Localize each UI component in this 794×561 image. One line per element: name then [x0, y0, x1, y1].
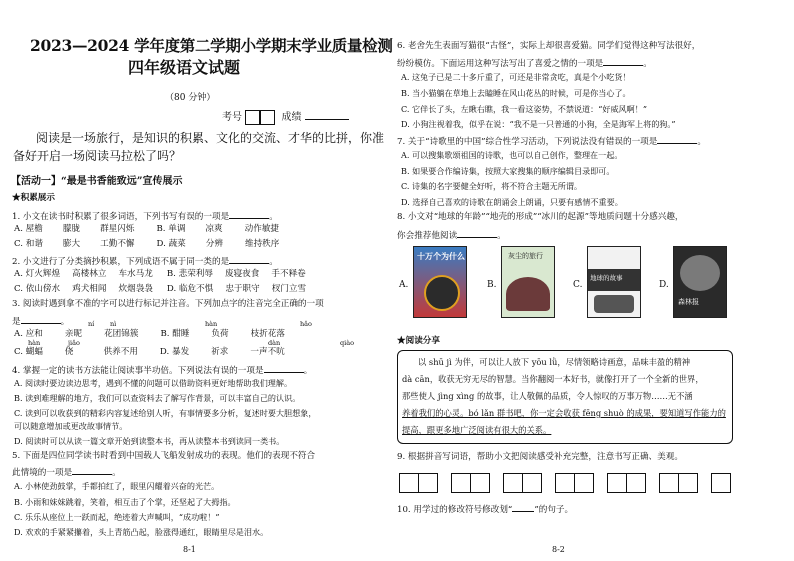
exam-no-label: 考号 [222, 112, 242, 123]
option-a: A. 这兔子已是二十多斤重了，可还是非常贪吃，真是个小吃货！ [401, 72, 631, 82]
option-b: B. 如果要合作编诗集，按照大家搜集的顺序编辑目录即可。 [401, 166, 615, 176]
exam-no-box[interactable] [260, 110, 275, 125]
exam-no-box[interactable] [245, 110, 260, 125]
question-4: 4. 掌握一定的读书方法能让阅读事半功倍。下列说法有误的一项是 。 [12, 363, 312, 377]
left-page [0, 0, 393, 561]
option-c: C. 读到可以收获到的精彩内容复述给别人听，有事情要多分析，复述时要大胆想象， [14, 408, 317, 418]
option-a: A. 可以搜集歌颂祖国的诗歌，也可以自己创作，整理在一起。 [401, 150, 623, 160]
passage-line: 养着我们的心灵。bó lǎn 群书吧，你一定会收获 fēng shuò 的成果，要知道写作能力的 [402, 408, 726, 418]
pinyin: nì [110, 320, 117, 328]
page-number: 8-2 [552, 545, 565, 554]
pinyin: hǎo [300, 320, 312, 328]
exam-no-field [222, 110, 349, 125]
question-2: 2. 小文进行了分类摘抄积累，下列成语不属于同一类的是 。 [12, 254, 278, 268]
exam-duration: （80 分钟） [165, 93, 216, 103]
option-b: B. 小雨和妹妹跳着，笑着，相互击了个掌，还坚起了大拇指。 [14, 497, 236, 507]
intro-line: 备好开启一场阅读马拉松了吗？ [13, 149, 182, 163]
question-6: 6. 老舍先生表面写猫很“古怪”，实际上却很喜爱猫。同学们觉得这种写法很好， [397, 41, 701, 51]
activity-heading: 【活动一】“最是书香能致远”宣传展示 [11, 176, 183, 187]
pinyin: hàn [28, 339, 41, 347]
question-10: 10. 用学过的修改符号修改划“ ”的句子。 [397, 502, 573, 516]
option-c-cont: 可以随意增加或更改故事情节。 [14, 421, 128, 431]
question-7: 7. 关于“诗歌里的中国”综合性学习活动，下列说法没有错误的一项是 。 [397, 134, 706, 148]
option-row: A. 屋檐 朦胧 群星闪烁 B. 单调 凉爽 动作敏捷 [14, 224, 280, 234]
option-row: C. 蝴蝠 侥 供养不用 D. 暴发 祈求 一声不吭 [14, 347, 285, 357]
exam-title: 2023—2024 学年度第二学期小学期末学业质量检测 [30, 36, 393, 55]
score-blank[interactable] [305, 110, 349, 120]
option-label: D. [659, 280, 669, 290]
option-b: B. 读到难理解的地方，我们可以查资料去了解写作背景，可以丰富自己的认识。 [14, 393, 301, 403]
pinyin: dàn [268, 339, 281, 347]
option-c: C. 诗集的名字要健全好听，将不符合主题无所谓。 [401, 181, 583, 191]
passage-line: 提高，跟更多地广泛阅读有很大的关系。 [402, 425, 552, 435]
option-d: D. 选择自己喜欢的诗歌在朗诵会上朗诵，只要有感情不重要。 [401, 197, 623, 207]
question-8-cont: 你会推荐他阅读 。 [397, 228, 506, 242]
page-number: 8-1 [183, 545, 196, 554]
passage-line: dà cān，收获无穷无尽的智慧。当你翻阅一本好书，就像打开了一个全新的世界， [402, 374, 704, 384]
section-label: ★积累展示 [12, 193, 55, 203]
section-label: ★阅读分享 [397, 336, 440, 346]
option-d: D. 阅读时可以从读一篇文章开始到读整本书，再从读整本书到读同一类书。 [14, 436, 285, 446]
option-row: C. 依山傍水 鸡犬相闻 炊烟袅袅 D. 临危不惧 忠于职守 杈门立雪 [14, 284, 307, 294]
question-3-cont: 是 。 [12, 314, 69, 328]
reading-share-passage [397, 350, 733, 444]
option-a: A. 阅读时要边读边思考，遇到不懂的问题可以借助资料更好地帮助我们理解。 [14, 378, 293, 388]
pinyin: jiǎo [68, 339, 80, 347]
question-8: 8. 小文对“地球的年龄”“地壳的形成”“冰川的起源”等地质问题十分感兴趣， [397, 212, 684, 222]
option-row: A. 灯火辉煌 高楼林立 车水马龙 B. 悲荣利辱 废寝夜食 手不释卷 [14, 269, 306, 279]
score-label: 成绩 [281, 112, 302, 123]
question-1: 1. 小文在读书时积累了很多词语，下列书写有误的一项是 。 [12, 209, 278, 223]
book-cover-option-c[interactable]: 地球的故事 [587, 246, 641, 318]
pinyin: qiào [340, 339, 355, 347]
question-9: 9. 根据拼音写词语，帮助小文把阅读感受补充完整，注意书写正确、美观。 [397, 452, 683, 462]
book-cover-option-d[interactable]: 森林报 [673, 246, 727, 318]
pinyin: hàn [205, 320, 218, 328]
option-c: C. 它伴长了头，左瞅右瞧，我一看这姿势，不禁说道：“好威风啊！” [401, 104, 647, 114]
right-page [395, 0, 794, 561]
option-label: C. [573, 280, 583, 290]
pinyin: ní [88, 320, 95, 328]
option-d: D. 小狗注视着我，似乎在说：“我不是一只普通的小狗，全是海军上将的狗。” [401, 119, 676, 129]
option-b: B. 当小猫躺在草地上去瞌睡在风山花丛的时候，可是你当心了。 [401, 88, 631, 98]
option-label: A. [399, 280, 409, 290]
option-a: A. 小林使劲鼓掌，手都拍红了，眼里闪耀着兴奋的光芒。 [14, 481, 220, 491]
question-5-cont: 此情境的一项是 。 [12, 465, 121, 479]
option-label: B. [487, 280, 497, 290]
question-3: 3. 阅读时遇到拿不准的字可以进行标记并注音。下列加点字的注音完全正确的一项 [12, 299, 324, 309]
option-c: C. 乐乐从座位上一跃而起，绝迹着大声喊叫，“成功啦！” [14, 512, 220, 522]
question-6-cont: 纷纷模仿。下面运用这种写法写出了喜爱之情的一项是 。 [397, 56, 652, 70]
intro-line: 阅读是一场旅行，是知识的积累、文化的交流、才华的比拼，你准 [36, 131, 385, 145]
option-d: D. 欢欢的手紧紧攥着，头上青筋凸起，脸涨得通红，眼睛里尽是泪水。 [14, 527, 269, 537]
book-cover-option-b[interactable]: 灰尘的旅行 [501, 246, 555, 318]
question-5: 5. 下面是四位同学读书时看到中国载人飞船发射成功的表现。他们的表现不符合 [12, 451, 316, 461]
option-row: A. 应和 亲昵 花团锦簇 B. 酣睡 负荷 枝折花落 [14, 329, 286, 339]
option-row: C. 和谐 膨大 工勤不懈 D. 蔬菜 分辨 维持秩序 [14, 239, 280, 249]
grade-title: 四年级语文试题 [128, 58, 241, 77]
passage-line: 那些使人 jìng xìng 的故事，让人敬佩的品质，令人惊叹的万事万物……无不涵 [402, 391, 693, 401]
passage-line: 以 shū jì 为伴，可以让人放下 yōu lǜ，尽情领略诗画意，品味丰盈的精神 [418, 357, 691, 367]
book-cover-option-a[interactable]: 十万个为什么 [413, 246, 467, 318]
